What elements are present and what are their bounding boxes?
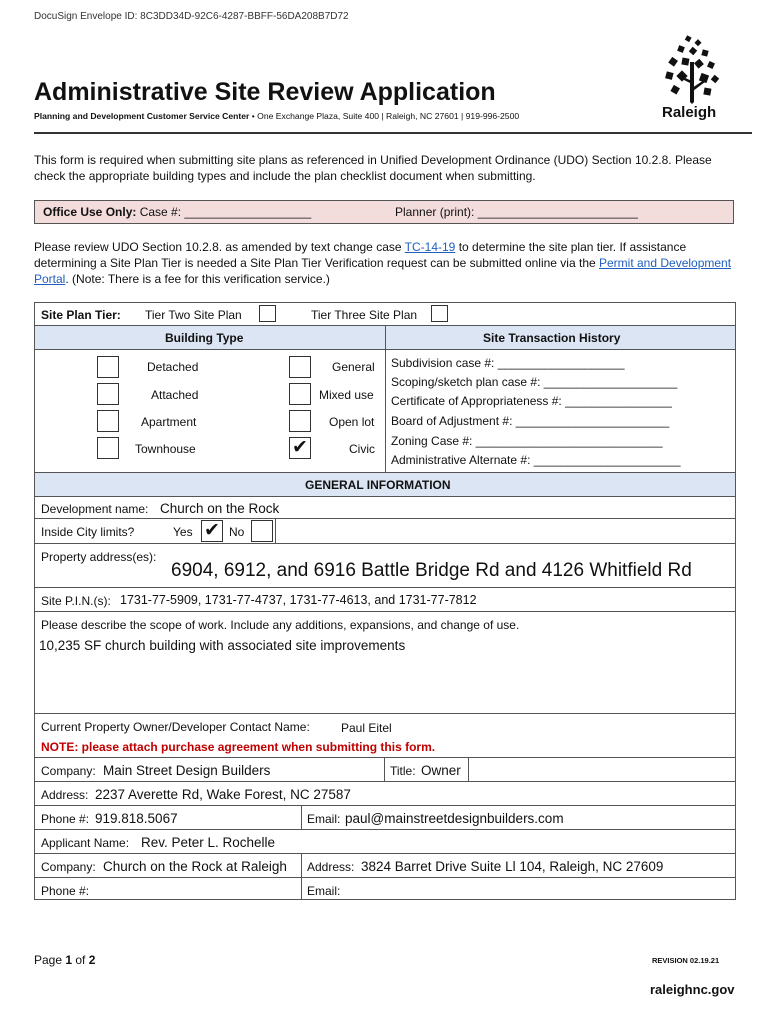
applicant-name-value[interactable]: Rev. Peter L. Rochelle	[141, 835, 276, 850]
application-form	[34, 302, 736, 900]
mixed-use-checkbox[interactable]	[289, 383, 311, 405]
transaction-history-header: Site Transaction History	[483, 331, 621, 345]
city-row-end-divider	[275, 519, 276, 544]
inside-city-label: Inside City limits?	[41, 525, 135, 539]
office-use-case	[43, 201, 311, 223]
tier-two-checkbox[interactable]	[259, 305, 276, 322]
civic-check-mark-icon: ✔	[292, 437, 308, 458]
owner-email-value[interactable]: paul@mainstreetdesignbuilders.com	[345, 811, 564, 826]
site-pin-row	[35, 588, 735, 612]
property-address-value[interactable]: 6904, 6912, and 6916 Battle Bridge Rd and 4126 Whitfield Rd	[171, 560, 692, 581]
owner-contact-value[interactable]: Paul Eitel	[341, 721, 392, 735]
applicant-name-row	[35, 830, 735, 854]
tier-three-checkbox[interactable]	[431, 305, 448, 322]
review-text-part1: Please review UDO Section 10.2.8. as amended by text change case	[34, 240, 405, 254]
subtitle-center-name: Planning and Development Customer Service Center	[34, 111, 250, 121]
board-of-adjustment-field: Board of Adjustment #: _______________________	[391, 414, 670, 428]
general-checkbox[interactable]	[289, 356, 311, 378]
owner-phone-row	[35, 806, 735, 830]
raleigh-logo-text: Raleigh	[662, 104, 717, 121]
phone-email-divider	[301, 806, 302, 830]
administrative-alternate-field: Administrative Alternate #: ______________________	[391, 453, 681, 467]
applicant-company-value[interactable]: Church on the Rock at Raleigh	[103, 859, 287, 874]
site-plan-tier-row	[35, 303, 735, 326]
page-title: Administrative Site Review Application	[34, 78, 496, 106]
development-name-value[interactable]: Church on the Rock	[160, 501, 280, 516]
page-subtitle	[34, 111, 519, 121]
no-label: No	[229, 525, 245, 539]
office-use-bar	[34, 200, 734, 224]
tier-two-label: Tier Two Site Plan	[145, 308, 242, 322]
revision-label: REVISION 02.19.21	[652, 956, 720, 965]
title-value[interactable]: Owner	[421, 763, 461, 778]
yes-label: Yes	[173, 525, 193, 539]
company-value[interactable]: Main Street Design Builders	[103, 763, 271, 778]
development-name-label: Development name:	[41, 502, 149, 516]
yes-checkbox[interactable]	[201, 520, 223, 542]
applicant-address-label: Address:	[307, 860, 355, 874]
company-row	[35, 758, 735, 782]
apartment-checkbox[interactable]	[97, 410, 119, 432]
page-current: 1	[65, 953, 73, 967]
general-info-header: GENERAL INFORMATION	[305, 478, 451, 492]
site-pin-value[interactable]: 1731-77-5909, 1731-77-4737, 1731-77-4613, and 1731-77-7812	[120, 593, 477, 607]
townhouse-label: Townhouse	[135, 442, 196, 456]
zoning-case-field: Zoning Case #: ____________________________	[391, 434, 663, 448]
inside-city-row	[35, 519, 735, 544]
civic-label: Civic	[349, 442, 375, 456]
header-divider	[34, 132, 752, 134]
open-lot-checkbox[interactable]	[289, 410, 311, 432]
applicant-name-label: Applicant Name:	[41, 836, 130, 850]
open-lot-label: Open lot	[329, 415, 375, 429]
attached-label: Attached	[151, 388, 199, 402]
scope-of-work-row	[35, 612, 735, 714]
subtitle-address: • One Exchange Plaza, Suite 400 | Raleigh, NC 27601 | 919-996-2500	[249, 111, 520, 121]
scope-of-work-label: Please describe the scope of work. Include any additions, expansions, and change of use.	[41, 618, 520, 632]
apartment-label: Apartment	[141, 415, 197, 429]
yes-check-mark-icon: ✔	[204, 520, 220, 541]
page-total: 2	[88, 953, 96, 967]
owner-address-value[interactable]: 2237 Averette Rd, Wake Forest, NC 27587	[95, 787, 351, 802]
review-text	[34, 239, 734, 287]
title-end-divider	[468, 758, 469, 782]
owner-phone-label: Phone #:	[41, 812, 90, 826]
envelope-id: DocuSign Envelope ID: 8C3DD34D-92C6-4287-BBFF-56DA208B7D72	[34, 11, 349, 22]
townhouse-checkbox[interactable]	[97, 437, 119, 459]
general-info-header-row	[35, 473, 735, 497]
review-text-part2: to determine the site plan tier. If assistance determining a Site Plan Tier is needed a Site Plan Tier Verification request can be submitted online via the	[34, 240, 687, 270]
company-label: Company:	[41, 764, 96, 778]
planner-field: Planner (print): ________________________	[395, 205, 638, 219]
scope-of-work-value[interactable]: 10,235 SF church building with associated site improvements	[39, 638, 406, 653]
property-address-label: Property address(es):	[41, 550, 157, 564]
development-name-row	[35, 497, 735, 519]
building-type-header: Building Type	[165, 331, 244, 345]
applicant-phone-divider	[301, 878, 302, 900]
detached-checkbox[interactable]	[97, 356, 119, 378]
intro-text: This form is required when submitting site plans as referenced in Unified Development Ordinance (UDO) Section 10.2.8. Please check the appropriate building types and include the plan checklist document when submitting.	[34, 153, 712, 183]
applicant-address-value[interactable]: 3824 Barret Drive Suite Ll 104, Raleigh, NC 27609	[361, 859, 664, 874]
applicant-email-label: Email:	[307, 884, 341, 898]
title-label: Title:	[390, 764, 416, 778]
applicant-phone-label: Phone #:	[41, 884, 90, 898]
detached-label: Detached	[147, 360, 199, 374]
building-type-section	[35, 350, 735, 473]
tc-14-19-link[interactable]: TC-14-19	[404, 240, 456, 254]
owner-address-row	[35, 782, 735, 806]
tier-three-label: Tier Three Site Plan	[311, 308, 418, 322]
owner-address-label: Address:	[41, 788, 89, 802]
applicant-company-divider	[301, 854, 302, 878]
page-prefix: Page	[34, 953, 66, 967]
company-title-divider	[384, 758, 385, 782]
general-label: General	[332, 360, 375, 374]
scoping-case-field: Scoping/sketch plan case #: ____________________	[391, 375, 678, 389]
case-number-field: Case #: ___________________	[136, 205, 312, 219]
purchase-agreement-note: NOTE: please attach purchase agreement when submitting this form.	[41, 740, 436, 754]
permit-portal-link[interactable]: Permit and Development Portal	[34, 256, 732, 286]
site-pin-label: Site P.I.N.(s):	[41, 594, 111, 608]
attached-checkbox[interactable]	[97, 383, 119, 405]
civic-checkbox[interactable]	[289, 437, 311, 459]
office-use-label: Office Use Only:	[43, 205, 137, 219]
subdivision-case-field: Subdivision case #: ___________________	[391, 356, 625, 370]
page-of: of	[72, 953, 89, 967]
applicant-phone-row	[35, 878, 735, 900]
owner-contact-label: Current Property Owner/Developer Contact Name:	[41, 720, 310, 734]
website-footer: raleighnc.gov	[650, 982, 735, 997]
owner-email-label: Email:	[307, 812, 341, 826]
applicant-company-label: Company:	[41, 860, 96, 874]
mixed-use-label: Mixed use	[319, 388, 374, 402]
owner-phone-value[interactable]: 919.818.5067	[95, 811, 178, 826]
applicant-company-row	[35, 854, 735, 878]
certificate-field: Certificate of Appropriateness #: ________________	[391, 394, 672, 408]
no-checkbox[interactable]	[251, 520, 273, 542]
page-number	[34, 953, 95, 967]
property-address-row	[35, 544, 735, 588]
site-plan-tier-label: Site Plan Tier:	[41, 308, 121, 322]
owner-contact-row	[35, 714, 735, 758]
review-text-part3: . (Note: There is a fee for this verification service.)	[65, 272, 330, 286]
